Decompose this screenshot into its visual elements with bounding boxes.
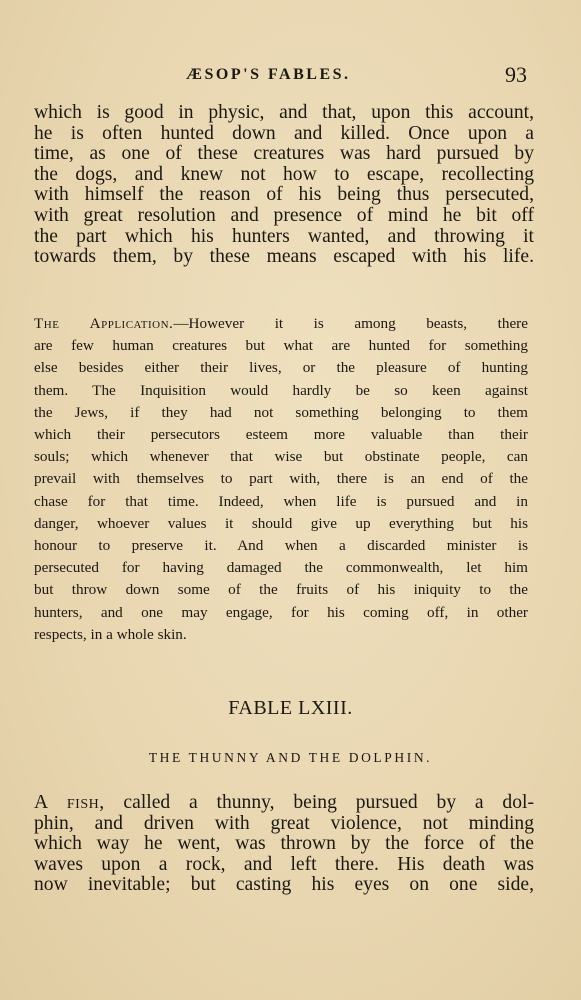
- text-line: waves upon a rock, and left there. His death was: [34, 853, 534, 875]
- text-line: towards them, by these means escaped with his life.: [34, 246, 534, 268]
- fable-first-word: A fish,: [34, 792, 105, 813]
- application-first-line: —However it is among beasts, there: [173, 315, 528, 332]
- text-line: [34, 313, 528, 335]
- running-head: [0, 62, 581, 92]
- text-line: danger, whoever values it should give up everything but his: [34, 514, 528, 532]
- fable-body: [34, 793, 534, 896]
- text-line: now inevitable; but casting his eyes on one side,: [34, 874, 534, 896]
- text-line: but throw down some of the fruits of his iniquity to the: [34, 581, 528, 599]
- text-line: time, as one of these creatures was hard pursued by: [34, 143, 534, 165]
- text-line: he is often hunted down and killed. Once upon a: [34, 122, 534, 144]
- fable-title-heading: THE THUNNY AND THE DOLPHIN.: [148, 750, 433, 765]
- text-line: which is good in physic, and that, upon this account,: [34, 102, 534, 123]
- text-line: the Jews, if they had not something belonging to them: [34, 403, 528, 421]
- text-line: phin, and driven with great violence, not minding: [34, 812, 534, 834]
- text-line: prevail with themselves to part with, there is an end of the: [34, 470, 528, 488]
- text-line: are few human creatures but what are hunted for something: [34, 337, 528, 355]
- text-line: the part which his hunters wanted, and throwing it: [34, 225, 534, 247]
- application-label: The Application.: [34, 315, 174, 332]
- fable-number-heading: FABLE LXIII.: [228, 697, 353, 719]
- running-title: ÆSOP'S FABLES.: [186, 66, 351, 83]
- text-line: with himself the reason of his being thus persecuted,: [34, 184, 534, 206]
- page-number: 93: [505, 62, 527, 87]
- text-line: with great resolution and presence of mind he bit off: [34, 204, 534, 226]
- text-line: [34, 793, 534, 814]
- text-line: persecuted for having damaged the commonwealth, let him: [34, 559, 528, 577]
- text-line: respects, in a whole skin.: [34, 625, 187, 643]
- text-line: which way he went, was thrown by the force of the: [34, 833, 534, 855]
- text-line: hunters, and one may engage, for his coming off, in other: [34, 603, 528, 621]
- text-line: the dogs, and knew not how to escape, recollecting: [34, 163, 534, 185]
- text-line: else besides either their lives, or the pleasure of hunting: [34, 359, 528, 377]
- text-line: which their persecutors esteem more valuable than their: [34, 426, 528, 444]
- text-line: honour to preserve it. And when a discarded minister is: [34, 537, 528, 555]
- fable-first-line: called a thunny, being pursued by a dol-: [104, 792, 534, 813]
- application-paragraph: [34, 313, 528, 646]
- previous-fable-ending: [34, 103, 534, 268]
- text-line: chase for that time. Indeed, when life is pursued and in: [34, 492, 528, 510]
- text-line: them. The Inquisition would hardly be so keen against: [34, 381, 528, 399]
- text-line: souls; which whenever that wise but obstinate people, can: [34, 448, 528, 466]
